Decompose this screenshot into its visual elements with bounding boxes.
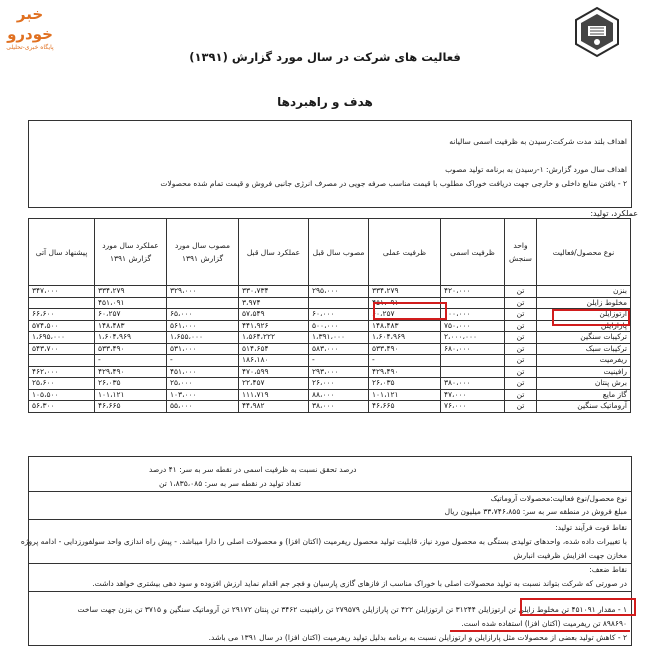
table-row [29,378,631,390]
cell-performance-prev: ۴۴،۹۸۲ [239,401,309,413]
cell-nominal-capacity [441,366,505,378]
performance-label: عملکرد، تولید: [590,209,638,218]
cell-nominal-capacity [441,297,505,309]
cell-performance-1391: ۱۴۸،۴۸۳ [95,320,167,332]
cell-approved-1391: ۵۳۱،۰۰۰ [167,343,239,355]
cell-next-year: ۳۴۷،۰۰۰ [29,286,95,298]
year-goal-2: ۲ - یافتن منابع داخلی و خارجی جهت دریافت خوراک مطلوب با قیمت مناسب صرفه جویی در مصرف انرژی جانبی فروش و قیمت تمام شده محصولات [160,179,627,188]
cell-next-year [29,355,95,367]
note-item-1-cont: ۸۹۸۶۹۰ تن ریفرمیت (اکتان افزا) استفاده شده است. [461,619,627,628]
cell-approved-prev: ۸۸،۰۰۰ [309,389,369,401]
header-performance-prev: عملکرد سال قبل [239,219,309,286]
cell-next-year: ۵۷۴،۵۰۰ [29,320,95,332]
table-row [29,297,631,309]
header-actual-capacity: ظرفیت عملی [369,219,441,286]
header-approved-prev: مصوب سال قبل [309,219,369,286]
header-approved-1391: مصوب سال مورد گزارش ۱۳۹۱ [167,219,239,286]
cell-approved-1391: ۵۵،۰۰۰ [167,401,239,413]
section-title: هدف و راهبردها [277,95,373,109]
cell-actual-capacity: ۱۴۸،۴۸۳ [369,320,441,332]
cell-approved-1391: - [167,355,239,367]
cell-product: آروماتیک سنگین [537,401,631,413]
cell-nominal-capacity: ۷۶،۰۰۰ [441,401,505,413]
divider [29,563,631,564]
cell-approved-prev: ۲۹۵،۰۰۰ [309,286,369,298]
table-row [29,401,631,413]
underline-reformate-note [450,630,630,632]
cell-unit: تن [505,332,537,344]
cell-product: برش پنتان [537,378,631,390]
cell-performance-prev: ۴۷۰،۵۹۹ [239,366,309,378]
header-nominal-capacity: ظرفیت اسمی [441,219,505,286]
cell-product: رافینیت [537,366,631,378]
cell-performance-1391: ۱۰۱،۱۲۱ [95,389,167,401]
cell-approved-1391: ۶۵،۰۰۰ [167,309,239,321]
table-row [29,332,631,344]
cell-performance-prev: ۵۱۴،۶۵۴ [239,343,309,355]
strength-1: با تغییرات داده شده، واحدهای تولیدی بستگی به محصول مورد نیاز، قابلیت تولید محصول ریفرمیت (اکتان افزا) و محصولات اصلی را دارا میباشد. - پیش راه اندازی واحد سولفورزدایی - ادامه پروژه [20,537,627,546]
cell-performance-prev: ۳،۹۷۴ [239,297,309,309]
cell-next-year: ۴۶۲،۰۰۰ [29,366,95,378]
highlight-mixed-xylene-note [520,598,636,616]
cell-product: ترکیبات سبک [537,343,631,355]
cell-performance-1391: ۱،۶۰۴،۹۶۹ [95,332,167,344]
cell-actual-capacity: ۴۵۱،۰۹۱ [369,297,441,309]
table-row [29,309,631,321]
cell-performance-1391: ۵۳۳،۴۹۰ [95,343,167,355]
highlight-mixed-xylene-value [373,302,447,320]
cell-approved-prev: ۳۸،۰۰۰ [309,401,369,413]
cell-approved-prev: ۲۹۳،۰۰۰ [309,366,369,378]
cell-unit: تن [505,389,537,401]
cell-approved-1391: ۵۶۱،۰۰۰ [167,320,239,332]
cell-nominal-capacity [441,355,505,367]
cell-product: گاز مایع [537,389,631,401]
cell-performance-prev: ۱،۵۶۴،۲۲۲ [239,332,309,344]
cell-approved-prev: ۱،۳۹۱،۰۰۰ [309,332,369,344]
cell-product: ریفرمیت [537,355,631,367]
principal-products: نوع محصول/نوع فعالیت:محصولات آروماتیک [490,494,627,503]
note-item-1: ۱ - مقدار ۴۵۱۰۹۱ تن مخلوط زایلن تن ارتوزایلن ۳۱۲۴۴ تن ارتوزایلن ۴۲۲ تن پارازایلن ۲۷۹۵۷۹ تن رافینیت ۳۴۶۲ تن پنتان ۲۹۱۷۲ تن آروماتیک سنگین و ۳۷۱۵ تن بنزن جهت ساخت [77,605,627,614]
cell-unit: تن [505,366,537,378]
cell-approved-1391: ۱۰۳،۰۰۰ [167,389,239,401]
cell-unit: تن [505,378,537,390]
cell-approved-prev [309,297,369,309]
cell-nominal-capacity: ۴۲۰،۰۰۰ [441,286,505,298]
cell-next-year: ۶۶،۶۰۰ [29,309,95,321]
cell-performance-1391: ۳۳۴،۲۷۹ [95,286,167,298]
cell-nominal-capacity: ۳۸۰،۰۰۰ [441,378,505,390]
cell-performance-prev: ۲۲،۴۵۷ [239,378,309,390]
cell-approved-prev: ۶۰،۰۰۰ [309,309,369,321]
cell-performance-prev: ۴۴۱،۹۲۶ [239,320,309,332]
cell-performance-prev: ۱۸۶،۱۸۰ [239,355,309,367]
cell-unit: تن [505,309,537,321]
cell-actual-capacity: ۲۶،۰۳۵ [369,378,441,390]
cell-nominal-capacity: ۷۵۰،۰۰۰ [441,320,505,332]
cell-actual-capacity: ۱۰۱،۱۲۱ [369,389,441,401]
header-unit: واحد سنجش [505,219,537,286]
company-emblem-icon [573,6,621,58]
divider [29,519,631,520]
cell-performance-prev: ۳۳۰،۷۳۴ [239,286,309,298]
weakness-1: در صورتی که شرکت بتواند نسبت به تولید محصولات اصلی با خوراک مناسب از فازهای گازی پارسیان و فجر جم اقدام نماید ارزش افزوده و سود دهی بیشتری خواهد داشت. [92,579,627,588]
cell-approved-1391: ۱،۶۵۵،۰۰۰ [167,332,239,344]
cell-actual-capacity: ۴۲۹،۴۹۰ [369,366,441,378]
cell-actual-capacity: ۱،۶۰۴،۹۶۹ [369,332,441,344]
breakeven-output: تعداد تولید در نقطه سر به سر: ۱،۸۳۵،۰۸۵ تن [159,479,301,488]
cell-performance-1391: - [95,355,167,367]
cell-unit: تن [505,297,537,309]
cell-unit: تن [505,343,537,355]
cell-next-year: ۱۰۵،۵۰۰ [29,389,95,401]
cell-performance-1391: ۴۲۹،۴۹۰ [95,366,167,378]
cell-approved-1391: ۴۵۱،۰۰۰ [167,366,239,378]
cell-approved-prev: ۵۸۳،۰۰۰ [309,343,369,355]
table-row [29,343,631,355]
cell-unit: تن [505,320,537,332]
cell-actual-capacity: ۶۰،۲۵۷ [369,309,441,321]
divider [29,591,631,592]
cell-approved-prev: - [309,355,369,367]
cell-nominal-capacity: ۱۰۰،۰۰۰ [441,309,505,321]
strengths-header: نقاط قوت فرآیند تولید: [555,523,627,532]
year-goal-1: اهداف سال مورد گزارش: ۱-رسیدن به برنامه تولید مصوب [445,165,627,174]
table-row [29,286,631,298]
cell-next-year [29,297,95,309]
cell-performance-1391: ۲۶،۰۳۵ [95,378,167,390]
cell-unit: تن [505,286,537,298]
cell-product: مخلوط زایلن [537,297,631,309]
logo-tagline: پایگاه خبری-تحلیلی [6,44,54,51]
cell-performance-prev: ۵۷،۵۴۹ [239,309,309,321]
breakeven-sales: مبلغ فروش در منطقه سر به سر: ۳۳،۷۴۶،۸۵۵ میلیون ریال [444,507,627,516]
goals-box [28,120,632,208]
cell-approved-1391: ۳۲۹،۰۰۰ [167,286,239,298]
cell-unit: تن [505,401,537,413]
cell-performance-prev: ۱۱۱،۷۱۹ [239,389,309,401]
cell-actual-capacity: ۴۶،۶۶۵ [369,401,441,413]
cell-unit: تن [505,355,537,367]
page-title: فعالیت های شرکت در سال مورد گزارش (۱۳۹۱) [189,50,461,64]
long-term-goal: اهداف بلند مدت شرکت:رسیدن به ظرفیت اسمی سالیانه [449,137,627,146]
cell-nominal-capacity: ۶۸۰،۰۰۰ [441,343,505,355]
cell-nominal-capacity: ۴۷،۰۰۰ [441,389,505,401]
strength-2: مخازن جهت افزایش ظرفیت انبارش [513,551,627,560]
note-item-2: ۲ - کاهش تولید بعضی از محصولات مثل پارازایلن و ارتوزایلن نسبت به برنامه بدلیل تولید ریفرمیت (اکتان افزا) در سال ۱۳۹۱ می باشد. [208,633,627,642]
cell-approved-prev: ۲۶،۰۰۰ [309,378,369,390]
cell-product: ارتوزایلن [537,309,631,321]
cell-performance-1391: ۴۵۱،۰۹۱ [95,297,167,309]
logo-mark: خبر خودرو [7,5,53,43]
highlight-mixed-xylene-label [552,309,630,326]
cell-next-year: ۵۴۳،۷۰۰ [29,343,95,355]
production-table [28,218,631,413]
cell-actual-capacity: ۵۳۳،۴۹۰ [369,343,441,355]
weaknesses-header: نقاط ضعف: [589,565,627,574]
cell-actual-capacity: - [369,355,441,367]
cell-performance-1391: ۴۶،۶۶۵ [95,401,167,413]
cell-approved-1391: ۲۵،۰۰۰ [167,378,239,390]
header-next-year: پیشنهاد سال آتی [29,219,95,286]
table-header-row [29,219,631,286]
cell-product: بنزن [537,286,631,298]
cell-performance-1391: ۶۰،۲۵۷ [95,309,167,321]
notes-section [20,456,632,646]
table-row [29,366,631,378]
cell-approved-prev: ۵۰۰،۰۰۰ [309,320,369,332]
cell-actual-capacity: ۳۳۴،۲۷۹ [369,286,441,298]
breakeven-capacity: درصد تحقق نسبت به ظرفیت اسمی در نقطه سر به سر: ۴۱ درصد [149,465,357,474]
table-row [29,389,631,401]
cell-product: ترکیبات سنگین [537,332,631,344]
cell-approved-1391 [167,297,239,309]
cell-product: پارازایلن [537,320,631,332]
divider [29,491,631,492]
cell-nominal-capacity: ۲،۰۰۰،۰۰۰ [441,332,505,344]
table-row [29,355,631,367]
table-row [29,320,631,332]
cell-next-year: ۵۶،۳۰۰ [29,401,95,413]
cell-next-year: ۱،۶۹۵،۰۰۰ [29,332,95,344]
cell-next-year: ۲۵،۶۰۰ [29,378,95,390]
news-site-logo [6,4,54,51]
header-product: نوع محصول/فعالیت [537,219,631,286]
header-performance-1391: عملکرد سال مورد گزارش ۱۳۹۱ [95,219,167,286]
